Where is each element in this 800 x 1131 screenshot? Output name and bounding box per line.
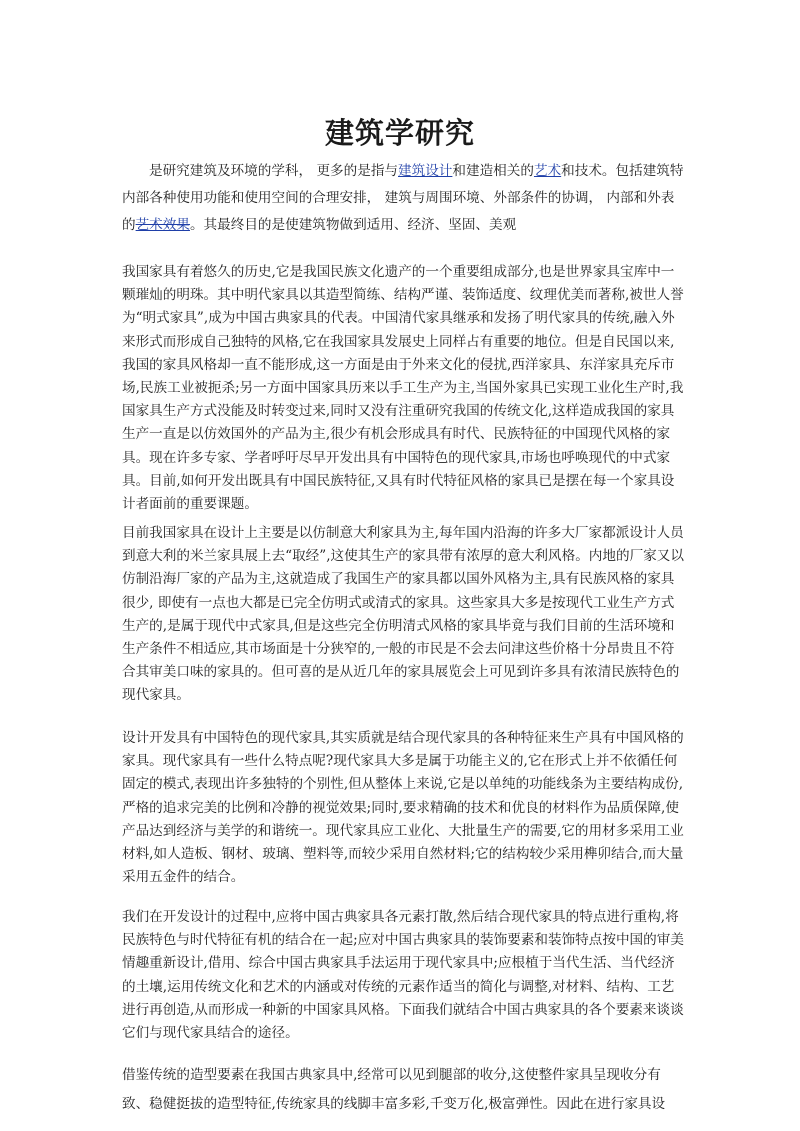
intro-paragraph [122, 158, 684, 239]
paragraph-traditional-form [122, 1061, 684, 1119]
art-effect-link[interactable]: 艺术效果 [135, 217, 190, 233]
paragraph-text: 我国家具有着悠久的历史,它是我国民族文化遗产的一个重要组成部分,也是世界家具宝库中一颗璀灿的明珠。其中明代家具以其造型简练、结构严谨、装饰适度、纹理优美而著称,被世人誉为“明式家具”,成为中国古典家具的代表。中国清代家具继承和发扬了明代家具的传统,融入外来形式而形成自己独特的风格,它在我国家具发展史上同样占有重要的地位。但是自民国以来,我国的家具风格却一直不能形成,这一方面是由于外来文化的侵扰,西洋家具、东洋家具充斥市场,民族工业被扼杀;另一方面中国家具历来以手工生产为主,当国外家具已实现工业化生产时,我国家具生产方式没能及时转变过来,同时又没有注重研究我国的传统文化,这样造成我国的家具生产一直是以仿效国外的产品为主,很少有机会形成具有时代、民族特征的中国现代风格的家具。现在许多专家、学者呼吁尽早开发出具有中国特色的现代家具,市场也呼唤现代的中式家具。目前,如何开发出既具有中国民族特征,又具有时代特征风格的家具已是摆在每一个家具设计者面前的重要课题。 [122, 264, 684, 513]
paragraph-history [122, 261, 684, 516]
intro-text [122, 158, 684, 239]
intro-text-part-3: 和技术。包括建筑特内部各种使用功能和使用空间的合理安排， 建筑与周围环境、外部条件的协调， 内部和外表的 [122, 163, 684, 233]
paragraph-text: 我们在开发设计的过程中,应将中国古典家具各元素打散,然后结合现代家具的特点进行重构,将民族特色与时代特征有机的结合在一起;应对中国古典家具的装饰要素和装饰特点按中国的审美情趣重新设计,借用、综合中国古典家具手法运用于现代家具中;应根植于当代生活、当代经济的土壤,运用传统文化和艺术的内涵或对传统的元素作适当的简化与调整,对材料、结构、工艺进行再创造,从而形成一种新的中国家具风格。下面我们就结合中国古典家具的各个要素来谈谈它们与现代家具结合的途径。 [122, 909, 684, 1042]
paragraph-text: 目前我国家具在设计上主要是以仿制意大利家具为主,每年国内沿海的许多大厂家都派设计人员到意大利的米兰家具展上去“取经”,这使其生产的家具带有浓厚的意大利风格。内地的厂家又以仿制沿海厂家的产品为主,这就造成了我国生产的家具都以国外风格为主,具有民族风格的家具很少, 即使有一点也大都是已完全仿明式或清式的家具。这些家具大多是按现代工业生产方式生产的,是属于现代中式家具,但是这些完全仿明清式风格的家具毕竟与我们目前的生活环境和生产条件不相适应,其市场面是十分狭窄的,一般的市民是不会去问津这些价格十分昂贵且不符合其审美口味的家具的。但可喜的是从近几年的家具展览会上可见到许多具有浓清民族特色的现代家具。 [122, 525, 684, 704]
intro-text-part-4: 。其最终目的是使建筑物做到适用、经济、坚固、美观 [189, 217, 517, 233]
paragraph-text: 设计开发具有中国特色的现代家具,其实质就是结合现代家具的各种特征来生产具有中国风格的家具。现代家具有一些什么特点呢?现代家具大多是属于功能主义的,它在形式上并不依循任何固定的模式,表现出许多独特的个别性,但从整体上来说,它是以单纯的功能线条为主要结构成份,严格的追求完美的比例和冷静的视觉效果;同时,要求精确的技术和优良的材料作为品质保障,使产品达到经济与美学的和谐统一。现代家具应工业化、大批量生产的需要,它的用材多采用工业材料,如人造板、钢材、玻璃、塑料等,而较少采用自然材料;它的结构较少采用榫卯结合,而大量采用五金件的结合。 [122, 730, 684, 886]
document-title: 建筑学研究 [324, 116, 475, 151]
intro-text-part-1: 是研究建筑及环境的学科， 更多的是指与 [149, 163, 399, 179]
paragraph-modern-features [122, 727, 684, 889]
art-link[interactable]: 艺术 [533, 163, 562, 179]
architecture-design-link[interactable]: 建筑设计 [398, 163, 453, 179]
paragraph-current-design [122, 522, 684, 708]
paragraph-design-process [122, 906, 684, 1045]
paragraph-text: 借鉴传统的造型要素在我国古典家具中,经常可以见到腿部的收分,这使整件家具呈现收分有致、稳健挺拔的造型特征,传统家具的线脚丰富多彩,千变万化,极富弹性。因此在进行家具设 [122, 1067, 666, 1112]
intro-text-part-2: 和建造相关的 [452, 163, 534, 179]
